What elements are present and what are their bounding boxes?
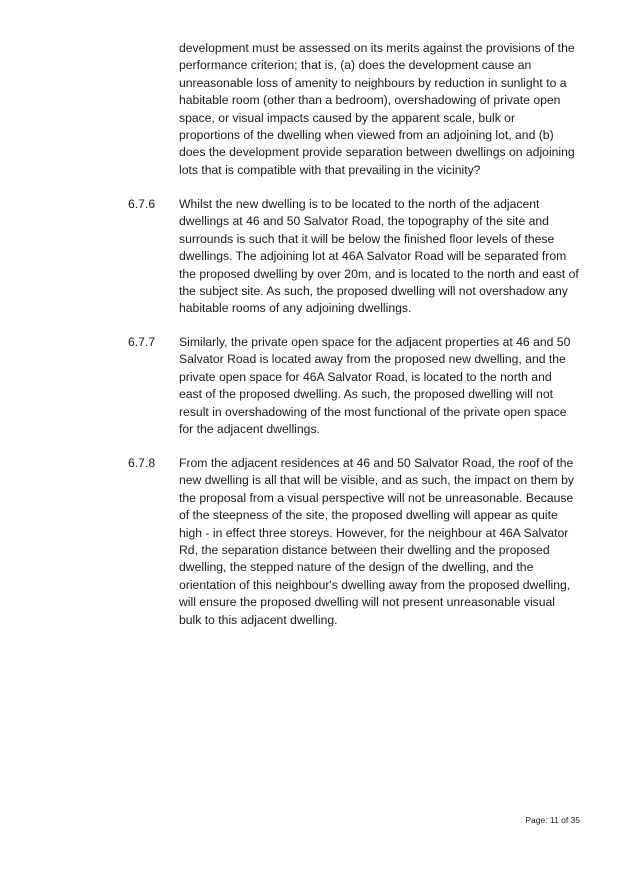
text-line: the proposal from a visual perspective will not be unreasonable. Because <box>179 490 574 505</box>
text-line: does the development provide separation between dwellings on adjoining <box>179 145 575 160</box>
text-line: the subject site. As such, the proposed dwelling will not overshadow any <box>179 284 568 299</box>
text-line: lots that is compatible with that prevailing in the vicinity? <box>179 162 481 177</box>
text-line: performance criterion; that is, (a) does the development cause an <box>179 58 532 73</box>
text-line: bulk to this adjacent dwelling. <box>179 612 338 627</box>
text-line: Whilst the new dwelling is to be located to the north of the adjacent <box>179 197 540 211</box>
text-line: Similarly, the private open space for the adjacent properties at 46 and 50 <box>179 335 571 349</box>
intro-paragraph <box>179 40 584 179</box>
text-line: Rd, the separation distance between their dwelling and the proposed <box>179 543 550 558</box>
text-line: will ensure the proposed dwelling will not present unreasonable visual <box>179 595 556 610</box>
page-number: Page: 11 of 35 <box>525 815 580 825</box>
text-line: surrounds is such that it will be below the finished floor levels of these <box>179 231 555 246</box>
text-line: proportions of the dwelling when viewed from an adjoining lot, and (b) <box>179 128 554 143</box>
section-paragraph-6-7-6 <box>179 196 584 318</box>
text-line: habitable rooms of any adjoining dwellings. <box>179 301 412 316</box>
text-line: high - in effect three storeys. However, for the neighbour at 46A Salvator <box>179 525 569 540</box>
text-line: for the adjacent dwellings. <box>179 422 320 437</box>
section-number: 6.7.6 <box>128 197 156 211</box>
text-line: the proposed dwelling by over 20m, and is located to the north and east of <box>179 266 579 281</box>
text-line: new dwelling is all that will be visible, and as such, the impact on them by <box>179 473 574 488</box>
text-line: unreasonable loss of amenity to neighbours by reduction in sunlight to a <box>179 75 567 90</box>
text-line: dwellings at 46 and 50 Salvator Road, the topography of the site and <box>179 214 549 229</box>
text-line: result in overshadowing of the most functional of the private open space <box>179 404 567 419</box>
text-line: dwelling, the stepped nature of the design of the dwelling, and the <box>179 560 534 575</box>
text-line: orientation of this neighbour's dwelling away from the proposed dwelling, <box>179 577 571 592</box>
text-line: From the adjacent residences at 46 and 50 Salvator Road, the roof of the <box>179 456 574 470</box>
text-line: Salvator Road is located away from the proposed new dwelling, and the <box>179 352 566 367</box>
section-number: 6.7.7 <box>128 335 156 349</box>
section-paragraph-6-7-8 <box>179 455 584 629</box>
text-line: habitable room (other than a bedroom), overshadowing of private open <box>179 93 561 108</box>
text-line: of the steepness of the site, the proposed dwelling will appear as quite <box>179 508 558 523</box>
text-line: east of the proposed dwelling. As such, the proposed dwelling will not <box>179 387 553 402</box>
section-paragraph-6-7-7 <box>179 334 584 438</box>
section-number: 6.7.8 <box>128 456 156 470</box>
text-line: dwellings. The adjoining lot at 46A Salvator Road will be separated from <box>179 249 567 264</box>
text-line: private open space for 46A Salvator Road, is located to the north and <box>179 369 552 384</box>
text-line: space, or visual impacts caused by the apparent scale, bulk or <box>179 110 516 125</box>
text-line: development must be assessed on its merits against the provisions of the <box>179 41 575 55</box>
